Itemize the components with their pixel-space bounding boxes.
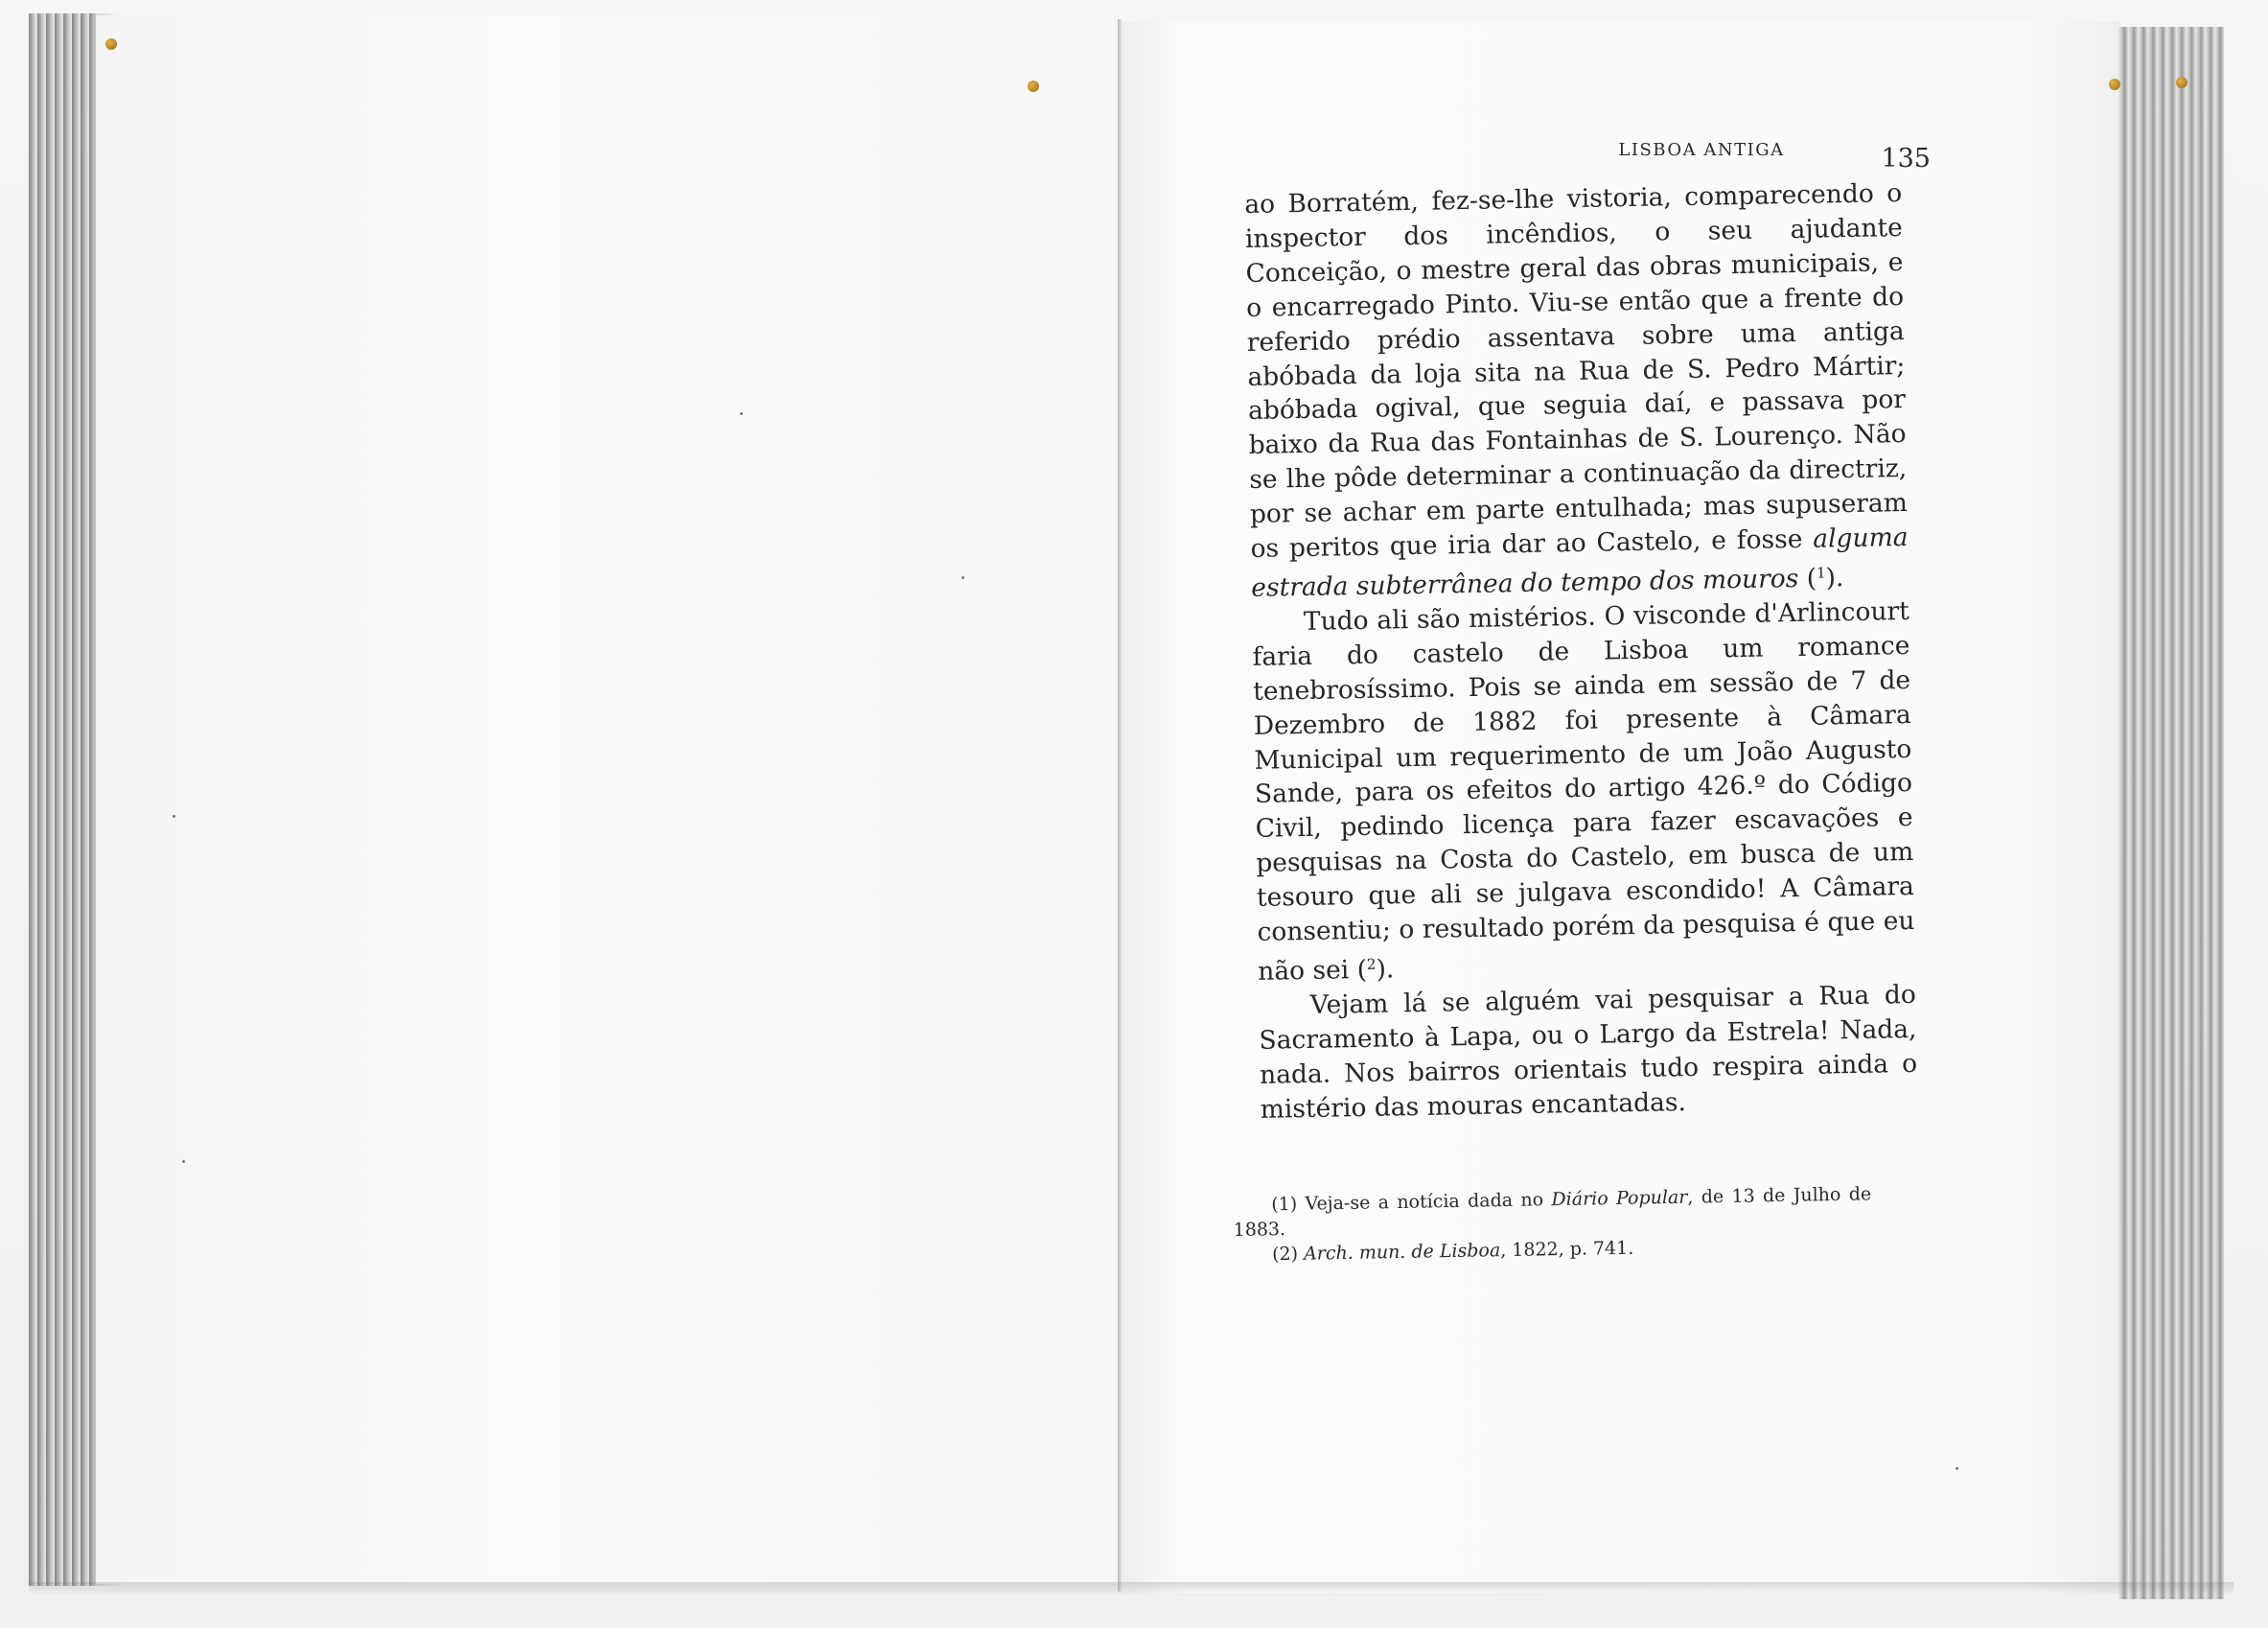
paragraph-1-text: ao Borratém, fez-se-lhe vistoria, comparecendo o inspector dos incêndios, o seu ajudante Conceição, o mestre geral das obras municipais, e o encarregado Pinto. Viu-se então que a frente do referido prédio assentava sobre uma antiga abóbada da loja sita na Rua de S. Pedro Mártir; abóbada ogival, que seguia daí, e passava por baixo da Rua das Fontainhas de S. Lourenço. Não se lhe pôde determinar a continuação da directriz, por se achar em parte entulhada; mas supuseram os peritos que iria dar ao Castelo, e fosse (1244, 178, 1909, 565)
right-binding-edge (2118, 27, 2224, 1599)
dust-speck (1956, 1467, 1958, 1470)
paragraph-1-italic: alguma estrada subterrânea do tempo dos mouros (1251, 523, 1909, 603)
note-close: ). (1825, 563, 1844, 593)
left-binding-edge (29, 13, 96, 1586)
page-number: 135 (1881, 144, 1931, 174)
pin-top-center (1028, 81, 1039, 92)
note-close: ). (1376, 954, 1395, 985)
bottom-page-shadow (29, 1582, 2233, 1595)
pin-top-left (105, 38, 117, 50)
dust-speck (173, 815, 175, 818)
footnote-2-mark: (2) (1271, 1243, 1299, 1266)
paragraph-2 (1252, 594, 1916, 989)
paragraph-3: Vejam lá se alguém vai pesquisar a Rua do Sacramento à Lapa, ou o Largo da Estrela! Nada, nada. Nos bairros orientais tudo respira ainda o mistério das mouras encantadas. (1259, 979, 1918, 1125)
pin-top-right-2 (2176, 77, 2187, 88)
running-title: LISBOA ANTIGA (1618, 140, 1785, 160)
footnote-1-italic: Diário Popular (1551, 1186, 1688, 1211)
footnote-ref-1: 1 (1816, 564, 1826, 582)
footnotes (1233, 1181, 1872, 1268)
body-text (1244, 176, 1918, 1127)
footnote-1-text: Veja-se a notícia dada no (1296, 1189, 1552, 1215)
paragraph-2-text: Tudo ali são mistérios. O visconde d'Arlincourt faria do castelo de Lisboa um romance tenebrosíssimo. Pois se ainda em sessão de 7 de Dezembro de 1882 foi presente à Câmara Municipal um requerimento de um João Augusto Sande, para os efeitos do artigo 426.º do Código Civil, pedindo licença para fazer escavações e pesquisas na Costa do Castelo, em busca de um tesouro que ali se julgava escondido! A Câmara consentiu; o resultado porém da pesquisa é que eu não sei ( (1252, 595, 1915, 987)
dust-speck (740, 412, 743, 415)
dust-speck (961, 576, 964, 579)
footnote-1-text-end: , de 13 de Julho de 1883. (1233, 1183, 1872, 1241)
dust-speck (182, 1160, 185, 1163)
left-blank-page (96, 15, 1120, 1584)
paragraph-1 (1244, 176, 1909, 606)
footnote-2-text: , 1822, p. 741. (1500, 1237, 1634, 1262)
footnote-ref-2: 2 (1366, 955, 1377, 973)
note-open: ( (1798, 563, 1817, 593)
footnote-2-italic: Arch. mun. de Lisboa (1297, 1240, 1501, 1265)
pin-top-right (2109, 79, 2120, 90)
footnote-1-mark: (1) (1271, 1193, 1298, 1216)
